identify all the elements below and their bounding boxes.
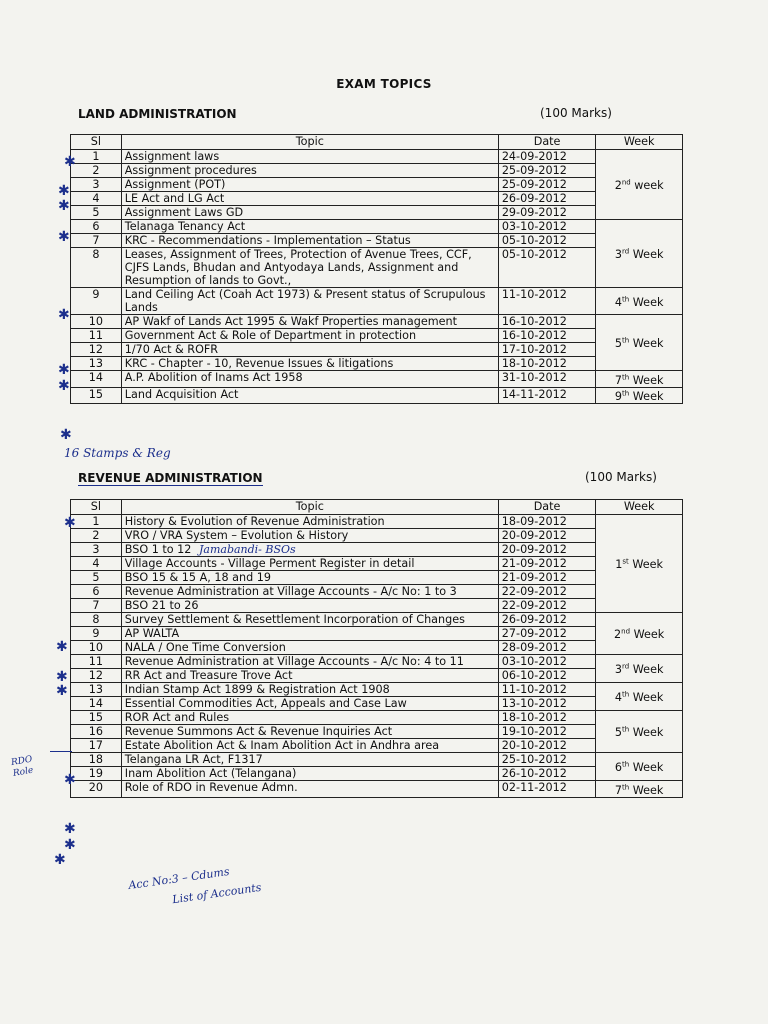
section-heading-revenue: REVENUE ADMINISTRATION	[78, 471, 263, 485]
sl-cell: 9	[71, 288, 122, 315]
table-row	[71, 767, 683, 781]
sl-cell: 3	[71, 178, 122, 192]
handwritten-star-icon: ✱	[58, 307, 70, 323]
sl-cell: 12	[71, 669, 122, 683]
col-topic-header: Topic	[121, 500, 498, 515]
handwritten-star-icon: ✱	[58, 198, 70, 214]
date-cell: 19-10-2012	[498, 725, 596, 739]
handwritten-star-icon: ✱	[64, 154, 76, 170]
sl-cell: 8	[71, 248, 122, 288]
table-row	[71, 557, 683, 571]
table-row	[71, 220, 683, 234]
sl-cell: 5	[71, 206, 122, 220]
sl-cell: 2	[71, 164, 122, 178]
handwritten-bottom-note-1: Acc No:3 – Cdums	[127, 864, 231, 893]
sl-cell: 6	[71, 585, 122, 599]
sl-cell: 14	[71, 371, 122, 388]
sl-cell: 1	[71, 515, 122, 529]
handwritten-bottom-note-2: List of Accounts	[171, 880, 263, 907]
topic-cell: Assignment procedures	[121, 164, 498, 178]
topic-cell: Village Accounts - Village Perment Register in detail	[121, 557, 498, 571]
handwritten-rdo-note: RDO Role	[10, 754, 35, 779]
week-cell	[596, 515, 683, 613]
date-cell: 25-09-2012	[498, 164, 596, 178]
table-row	[71, 315, 683, 329]
table-row	[71, 192, 683, 206]
handwritten-star-icon: ✱	[56, 669, 68, 685]
week-cell	[596, 753, 683, 781]
topic-cell: KRC - Recommendations - Implementation – Status	[121, 234, 498, 248]
table-row	[71, 206, 683, 220]
sl-cell: 13	[71, 683, 122, 697]
handwritten-star-icon: ✱	[64, 821, 76, 837]
table-row	[71, 329, 683, 343]
handwritten-star-icon: ✱	[58, 362, 70, 378]
topic-cell: Land Acquisition Act	[121, 387, 498, 404]
col-week-header: Week	[596, 500, 683, 515]
section-heading-land: LAND ADMINISTRATION	[78, 107, 237, 121]
week-cell	[596, 655, 683, 683]
topic-cell: Telangana LR Act, F1317	[121, 753, 498, 767]
date-cell: 16-10-2012	[498, 315, 596, 329]
week-label: 5th Week	[614, 336, 664, 351]
week-cell	[596, 371, 683, 388]
sl-cell: 11	[71, 655, 122, 669]
table-row	[71, 725, 683, 739]
sl-cell: 15	[71, 387, 122, 404]
topic-cell: Revenue Administration at Village Accounts - A/c No: 4 to 11	[121, 655, 498, 669]
date-cell: 20-10-2012	[498, 739, 596, 753]
table-row	[71, 178, 683, 192]
date-cell: 25-10-2012	[498, 753, 596, 767]
week-label: 7th Week	[614, 783, 664, 797]
table-row	[71, 571, 683, 585]
table-row	[71, 164, 683, 178]
handwritten-extra-topic: 16 Stamps & Reg	[64, 446, 171, 460]
topic-cell: NALA / One Time Conversion	[121, 641, 498, 655]
table-row	[71, 683, 683, 697]
week-label: 6th Week	[614, 760, 664, 775]
col-date-header: Date	[498, 135, 596, 150]
table-header-row	[71, 135, 683, 150]
topic-cell: Essential Commodities Act, Appeals and Case Law	[121, 697, 498, 711]
sl-cell: 17	[71, 739, 122, 753]
page-title: EXAM TOPICS	[336, 77, 432, 91]
date-cell: 26-09-2012	[498, 192, 596, 206]
week-cell	[596, 711, 683, 753]
topic-cell: AP WALTA	[121, 627, 498, 641]
week-label: 1st Week	[615, 557, 664, 572]
topic-cell: RR Act and Treasure Trove Act	[121, 669, 498, 683]
week-label: 5th Week	[614, 725, 664, 740]
topic-cell: BSO 21 to 26	[121, 599, 498, 613]
table-row	[71, 357, 683, 371]
topic-cell: Assignment laws	[121, 150, 498, 164]
table-row	[71, 288, 683, 315]
col-topic-header: Topic	[121, 135, 498, 150]
topic-cell: Revenue Summons Act & Revenue Inquiries Act	[121, 725, 498, 739]
topic-cell: LE Act and LG Act	[121, 192, 498, 206]
handwritten-star-icon: ✱	[58, 229, 70, 245]
table-row	[71, 585, 683, 599]
sl-cell: 12	[71, 343, 122, 357]
table-row	[71, 613, 683, 627]
date-cell: 29-09-2012	[498, 206, 596, 220]
week-cell	[596, 150, 683, 220]
topic-cell: ROR Act and Rules	[121, 711, 498, 725]
date-cell: 26-10-2012	[498, 767, 596, 781]
topic-cell: Assignment Laws GD	[121, 206, 498, 220]
table-row	[71, 150, 683, 164]
sl-cell: 18	[71, 753, 122, 767]
table-row	[71, 543, 683, 557]
topic-cell: History & Evolution of Revenue Administration	[121, 515, 498, 529]
section-marks-revenue: (100 Marks)	[585, 470, 657, 484]
week-cell	[596, 781, 683, 798]
date-cell: 17-10-2012	[498, 343, 596, 357]
handwritten-star-icon: ✱	[64, 515, 76, 531]
date-cell: 02-11-2012	[498, 781, 596, 798]
sl-cell: 3	[71, 543, 122, 557]
topic-cell: A.P. Abolition of Inams Act 1958	[121, 371, 498, 388]
week-label: 3rd Week	[614, 662, 664, 677]
table-row	[71, 655, 683, 669]
table-row	[71, 669, 683, 683]
date-cell: 03-10-2012	[498, 220, 596, 234]
topic-cell: Government Act & Role of Department in protection	[121, 329, 498, 343]
sl-cell: 1	[71, 150, 122, 164]
sl-cell: 10	[71, 315, 122, 329]
table-row	[71, 387, 683, 404]
topic-cell: VRO / VRA System – Evolution & History	[121, 529, 498, 543]
week-label: 4th Week	[614, 295, 664, 309]
col-sl-header: Sl	[71, 135, 122, 150]
land-administration-table	[70, 134, 683, 404]
handwritten-star-icon: ✱	[64, 837, 76, 853]
handwritten-dash	[50, 751, 72, 752]
topic-text: BSO 1 to 12	[124, 543, 192, 556]
date-cell: 31-10-2012	[498, 371, 596, 388]
sl-cell: 5	[71, 571, 122, 585]
sl-cell: 6	[71, 220, 122, 234]
handwritten-star-icon: ✱	[56, 683, 68, 699]
date-cell: 20-09-2012	[498, 529, 596, 543]
topic-cell: KRC - Chapter - 10, Revenue Issues & litigations	[121, 357, 498, 371]
week-label: 9th Week	[614, 389, 664, 404]
table-row	[71, 641, 683, 655]
week-cell	[596, 288, 683, 315]
sl-cell: 7	[71, 234, 122, 248]
week-cell	[596, 387, 683, 404]
handwritten-star-icon: ✱	[58, 378, 70, 394]
date-cell: 05-10-2012	[498, 248, 596, 288]
date-cell: 18-09-2012	[498, 515, 596, 529]
date-cell: 22-09-2012	[498, 585, 596, 599]
date-cell: 11-10-2012	[498, 288, 596, 315]
topic-cell: BSO 15 & 15 A, 18 and 19	[121, 571, 498, 585]
handwritten-star-icon: ✱	[60, 427, 72, 443]
sl-cell: 4	[71, 557, 122, 571]
sl-cell: 2	[71, 529, 122, 543]
date-cell: 16-10-2012	[498, 329, 596, 343]
topic-cell: Estate Abolition Act & Inam Abolition Act in Andhra area	[121, 739, 498, 753]
handwritten-bso-note: Jamabandi- BSOs	[198, 543, 296, 556]
handwritten-star-icon: ✱	[56, 639, 68, 655]
topic-cell: Telanaga Tenancy Act	[121, 220, 498, 234]
table-row	[71, 697, 683, 711]
sl-cell: 20	[71, 781, 122, 798]
table-row	[71, 343, 683, 357]
table-row	[71, 515, 683, 529]
topic-cell	[121, 543, 498, 557]
handwritten-star-icon: ✱	[54, 852, 66, 868]
sl-cell: 19	[71, 767, 122, 781]
table-row	[71, 371, 683, 388]
date-cell: 27-09-2012	[498, 627, 596, 641]
sl-cell: 11	[71, 329, 122, 343]
date-cell: 21-09-2012	[498, 557, 596, 571]
date-cell: 18-10-2012	[498, 711, 596, 725]
table-row	[71, 739, 683, 753]
week-cell	[596, 683, 683, 711]
sl-cell: 9	[71, 627, 122, 641]
sl-cell: 7	[71, 599, 122, 613]
date-cell: 14-11-2012	[498, 387, 596, 404]
date-cell: 06-10-2012	[498, 669, 596, 683]
sl-cell: 8	[71, 613, 122, 627]
date-cell: 20-09-2012	[498, 543, 596, 557]
topic-cell: Land Ceiling Act (Coah Act 1973) & Present status of Scrupulous Lands	[121, 288, 498, 315]
date-cell: 22-09-2012	[498, 599, 596, 613]
topic-cell: Leases, Assignment of Trees, Protection of Avenue Trees, CCF, CJFS Lands, Bhudan and Antyodaya Lands, Assignment and Resumption of lands to Govt.,	[121, 248, 498, 288]
date-cell: 11-10-2012	[498, 683, 596, 697]
sl-cell: 16	[71, 725, 122, 739]
week-label: 2nd Week	[614, 627, 665, 642]
table-row	[71, 529, 683, 543]
revenue-administration-table	[70, 499, 683, 798]
date-cell: 26-09-2012	[498, 613, 596, 627]
table-row	[71, 599, 683, 613]
section-marks-land: (100 Marks)	[540, 106, 612, 120]
week-label: 7th Week	[614, 373, 664, 387]
week-label: 4th Week	[614, 690, 664, 705]
table-row	[71, 781, 683, 798]
handwritten-star-icon: ✱	[64, 772, 76, 788]
table-row	[71, 627, 683, 641]
topic-cell: Indian Stamp Act 1899 & Registration Act 1908	[121, 683, 498, 697]
date-cell: 18-10-2012	[498, 357, 596, 371]
topic-cell: AP Wakf of Lands Act 1995 & Wakf Properties management	[121, 315, 498, 329]
date-cell: 25-09-2012	[498, 178, 596, 192]
sl-cell: 14	[71, 697, 122, 711]
col-sl-header: Sl	[71, 500, 122, 515]
week-label: 3rd Week	[614, 247, 664, 262]
topic-cell: Survey Settlement & Resettlement Incorporation of Changes	[121, 613, 498, 627]
topic-cell: 1/70 Act & ROFR	[121, 343, 498, 357]
date-cell: 21-09-2012	[498, 571, 596, 585]
sl-cell: 10	[71, 641, 122, 655]
week-cell	[596, 613, 683, 655]
topic-cell: Assignment (POT)	[121, 178, 498, 192]
topic-cell: Inam Abolition Act (Telangana)	[121, 767, 498, 781]
date-cell: 28-09-2012	[498, 641, 596, 655]
handwritten-star-icon: ✱	[58, 183, 70, 199]
table-row	[71, 234, 683, 248]
table-row	[71, 711, 683, 725]
table-row	[71, 248, 683, 288]
topic-cell: Role of RDO in Revenue Admn.	[121, 781, 498, 798]
week-cell	[596, 220, 683, 288]
week-cell	[596, 315, 683, 371]
sl-cell: 4	[71, 192, 122, 206]
col-week-header: Week	[596, 135, 683, 150]
sl-cell: 15	[71, 711, 122, 725]
table-row	[71, 753, 683, 767]
topic-cell: Revenue Administration at Village Accounts - A/c No: 1 to 3	[121, 585, 498, 599]
table-header-row	[71, 500, 683, 515]
date-cell: 03-10-2012	[498, 655, 596, 669]
date-cell: 05-10-2012	[498, 234, 596, 248]
date-cell: 24-09-2012	[498, 150, 596, 164]
date-cell: 13-10-2012	[498, 697, 596, 711]
sl-cell: 13	[71, 357, 122, 371]
col-date-header: Date	[498, 500, 596, 515]
week-label: 2nd week	[614, 178, 664, 193]
